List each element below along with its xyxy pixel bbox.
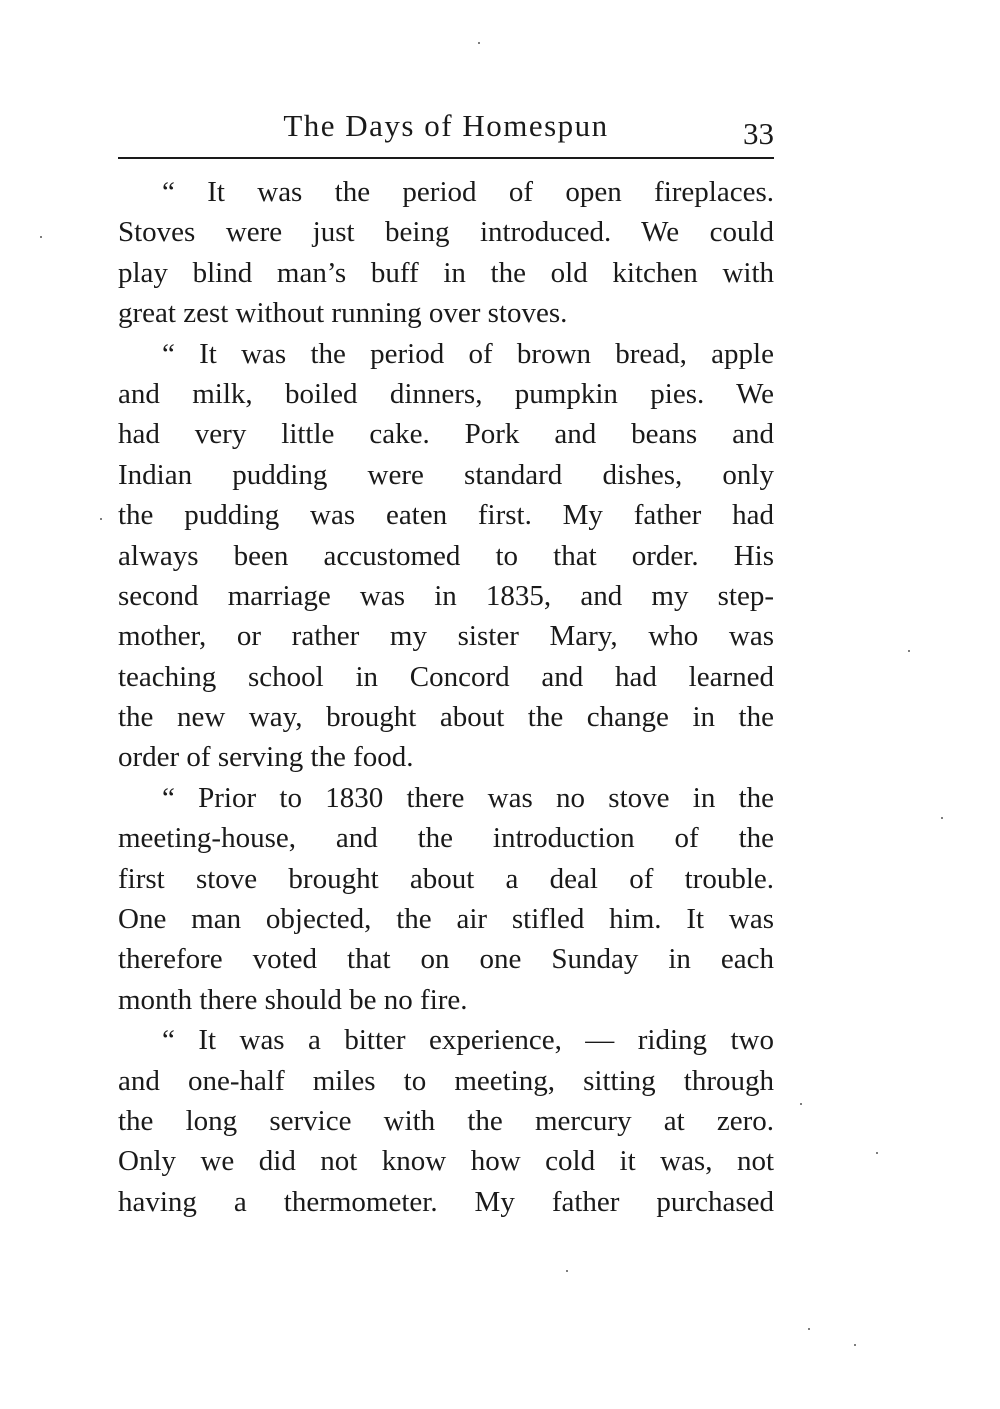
text-line: the long service with the mercury at zero. xyxy=(118,1104,774,1137)
text-line: second marriage was in 1835, and my step- xyxy=(118,579,774,612)
text-line: and milk, boiled dinners, pumpkin pies. We xyxy=(118,377,774,410)
text-line: month there should be no fire. xyxy=(118,983,468,1016)
text-line: the new way, brought about the change in the xyxy=(118,701,774,734)
scan-speck xyxy=(40,236,42,238)
text-line: “ Prior to 1830 there was no stove in the xyxy=(162,781,774,814)
page-number: 33 xyxy=(743,116,774,151)
scan-speck xyxy=(908,650,910,652)
text-line: having a thermometer. My father purchased xyxy=(118,1185,774,1218)
scan-speck xyxy=(800,1103,802,1105)
text-line: meeting-house, and the introduction of the xyxy=(118,822,774,855)
scan-speck xyxy=(808,1328,810,1330)
text-line: “ It was a bitter experience, — riding two xyxy=(162,1024,774,1057)
paragraph-fireplaces xyxy=(118,172,774,334)
text-line: One man objected, the air stifled him. It was xyxy=(118,903,774,936)
body-text xyxy=(118,172,774,1222)
text-line: first stove brought about a deal of trouble. xyxy=(118,862,774,895)
text-line: Stoves were just being introduced. We could xyxy=(118,216,774,249)
running-title: The Days of Homespun xyxy=(283,108,609,143)
text-line: Indian pudding were standard dishes, only xyxy=(118,458,774,491)
text-line: therefore voted that on one Sunday in each xyxy=(118,943,774,976)
scan-speck xyxy=(854,1344,856,1346)
scan-speck xyxy=(941,817,943,819)
text-line: and one-half miles to meeting, sitting through xyxy=(118,1064,774,1097)
text-line: “ It was the period of open fireplaces. xyxy=(162,176,774,208)
scan-speck xyxy=(876,1152,878,1154)
text-line: order of serving the food. xyxy=(118,741,414,774)
text-line: mother, or rather my sister Mary, who was xyxy=(118,620,774,653)
paragraph-bitter-experience xyxy=(118,1020,774,1222)
scan-speck xyxy=(566,1270,568,1272)
text-line: teaching school in Concord and had learned xyxy=(118,660,774,693)
scan-speck xyxy=(100,518,102,520)
scan-speck xyxy=(478,42,480,44)
paragraph-brown-bread xyxy=(118,334,774,778)
text-line: Only we did not know how cold it was, not xyxy=(118,1145,774,1178)
text-line: had very little cake. Pork and beans and xyxy=(118,418,774,451)
text-line: always been accustomed to that order. His xyxy=(118,539,774,572)
text-line: play blind man’s buff in the old kitchen with xyxy=(118,256,774,289)
text-line: the pudding was eaten first. My father had xyxy=(118,499,774,532)
running-head xyxy=(118,104,774,151)
text-line: great zest without running over stoves. xyxy=(118,297,568,330)
paragraph-meeting-house-stove xyxy=(118,778,774,1020)
header-rule xyxy=(118,157,774,159)
text-line: “ It was the period of brown bread, apple xyxy=(162,337,774,370)
